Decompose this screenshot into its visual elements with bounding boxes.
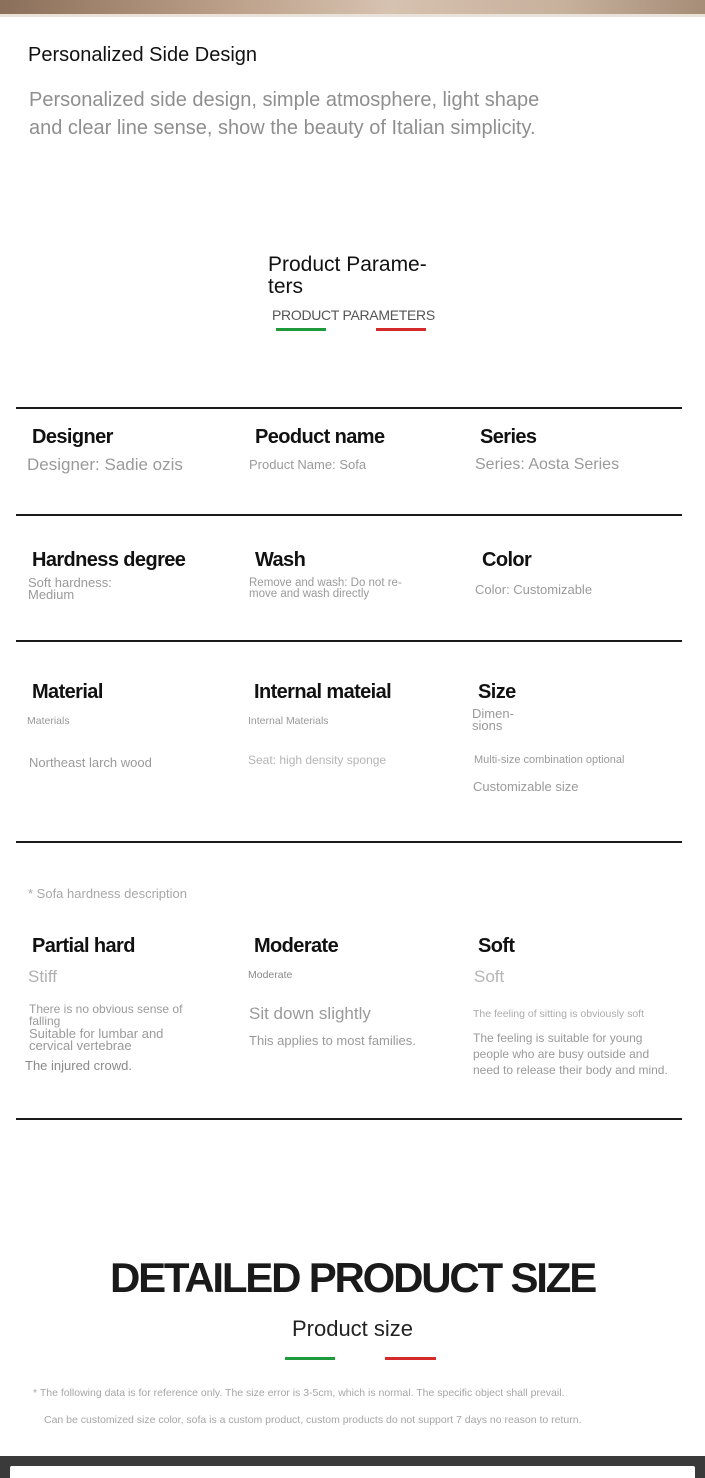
soft-desc-line1: The feeling of sitting is obviously soft bbox=[473, 1008, 645, 1020]
wash-label: Wash bbox=[255, 549, 306, 571]
size-label: Size bbox=[478, 681, 516, 703]
partial-hard-desc-line1: There is no obvious sense of bbox=[29, 1002, 183, 1016]
internal-material-label: Internal mateial bbox=[254, 681, 392, 703]
divider bbox=[16, 514, 682, 516]
accent-bar-red bbox=[376, 328, 426, 331]
size-value-customizable: Customizable size bbox=[473, 779, 579, 794]
divider bbox=[16, 841, 682, 843]
product-parameters-title bbox=[268, 254, 458, 298]
hardness-degree-value-line2: Medium bbox=[28, 587, 75, 602]
hardness-degree-label: Hardness degree bbox=[32, 549, 186, 571]
soft-desc-line4: need to release their body and mind. bbox=[473, 1063, 668, 1077]
designer-value: Designer: Sadie ozis bbox=[27, 455, 183, 474]
side-design-desc-line1: Personalized side design, simple atmosphere, light shape bbox=[29, 89, 540, 111]
partial-hard-desc-line4: cervical vertebrae bbox=[29, 1038, 132, 1053]
soft-desc-line2: The feeling is suitable for young bbox=[473, 1031, 643, 1045]
product-parameters-subtitle: PRODUCT PARAMETERS bbox=[272, 307, 435, 323]
product-parameters-title-line2: ters bbox=[268, 275, 304, 298]
sofa-photo-strip bbox=[0, 0, 705, 17]
partial-hard-desc-line2: falling bbox=[29, 1014, 61, 1028]
partial-hard-desc-top bbox=[29, 1003, 182, 1027]
soft-desc-line3: people who are busy outside and bbox=[473, 1047, 650, 1061]
size-sub-label bbox=[472, 708, 514, 732]
moderate-desc-line1: Sit down slightly bbox=[249, 1004, 371, 1023]
detailed-product-size-title: DETAILED PRODUCT SIZE bbox=[109, 1254, 596, 1301]
wash-value bbox=[249, 578, 402, 600]
moderate-desc-line2: This applies to most families. bbox=[249, 1033, 416, 1048]
partial-hard-desc-line5: The injured crowd. bbox=[25, 1058, 132, 1073]
bottom-image-area bbox=[10, 1466, 695, 1478]
size-sub-label-line2: sions bbox=[472, 718, 503, 733]
series-value: Series: Aosta Series bbox=[475, 456, 620, 473]
accent-bar-green bbox=[285, 1357, 335, 1360]
side-design-description bbox=[29, 86, 629, 142]
partial-hard-label: Partial hard bbox=[32, 935, 135, 957]
material-sub-label: Materials bbox=[27, 715, 70, 727]
divider bbox=[16, 407, 682, 409]
divider bbox=[16, 1118, 682, 1120]
material-value: Northeast larch wood bbox=[29, 755, 152, 770]
partial-hard-desc-middle bbox=[29, 1028, 163, 1052]
internal-material-sub-label: Internal Materials bbox=[248, 715, 329, 727]
hardness-degree-value-line1: Soft hardness: bbox=[28, 575, 112, 590]
size-reference-note: * The following data is for reference only. The size error is 3-5cm, which is normal. The specific object shall prevail. bbox=[33, 1387, 565, 1399]
product-name-label: Peoduct name bbox=[255, 426, 385, 448]
side-design-desc-line2: and clear line sense, show the beauty of Italian simplicity. bbox=[29, 117, 536, 139]
wash-value-line1: Remove and wash: Do not re- bbox=[249, 577, 402, 589]
soft-label: Soft bbox=[478, 935, 515, 957]
series-label: Series bbox=[480, 426, 537, 448]
divider bbox=[16, 640, 682, 642]
moderate-label: Moderate bbox=[254, 935, 339, 957]
size-value-combination: Multi-size combination optional bbox=[474, 754, 625, 766]
side-design-heading: Personalized Side Design bbox=[28, 44, 258, 66]
hardness-degree-value bbox=[28, 577, 112, 601]
hardness-description-note: * Sofa hardness description bbox=[28, 886, 187, 901]
soft-sub: Soft bbox=[474, 967, 505, 986]
color-value: Color: Customizable bbox=[475, 582, 593, 597]
partial-hard-desc-line3: Suitable for lumbar and bbox=[29, 1026, 164, 1041]
partial-hard-sub: Stiff bbox=[28, 967, 57, 986]
product-size-subtitle: Product size bbox=[291, 1316, 414, 1341]
internal-material-value: Seat: high density sponge bbox=[248, 753, 387, 767]
wash-value-line2: move and wash directly bbox=[249, 588, 370, 600]
accent-bar-green bbox=[276, 328, 326, 331]
product-name-value: Product Name: Sofa bbox=[249, 457, 367, 472]
moderate-sub: Moderate bbox=[248, 969, 293, 981]
accent-bar-red bbox=[385, 1357, 436, 1360]
color-label: Color bbox=[482, 549, 532, 571]
size-sub-label-line1: Dimen- bbox=[472, 706, 514, 721]
soft-desc-body bbox=[473, 1030, 668, 1078]
material-label: Material bbox=[32, 681, 103, 703]
designer-label: Designer bbox=[32, 426, 113, 448]
product-parameters-title-line1: Product Parame- bbox=[268, 253, 427, 276]
customization-note: Can be customized size color, sofa is a custom product, custom products do not support 7 days no reason to return. bbox=[44, 1414, 582, 1426]
